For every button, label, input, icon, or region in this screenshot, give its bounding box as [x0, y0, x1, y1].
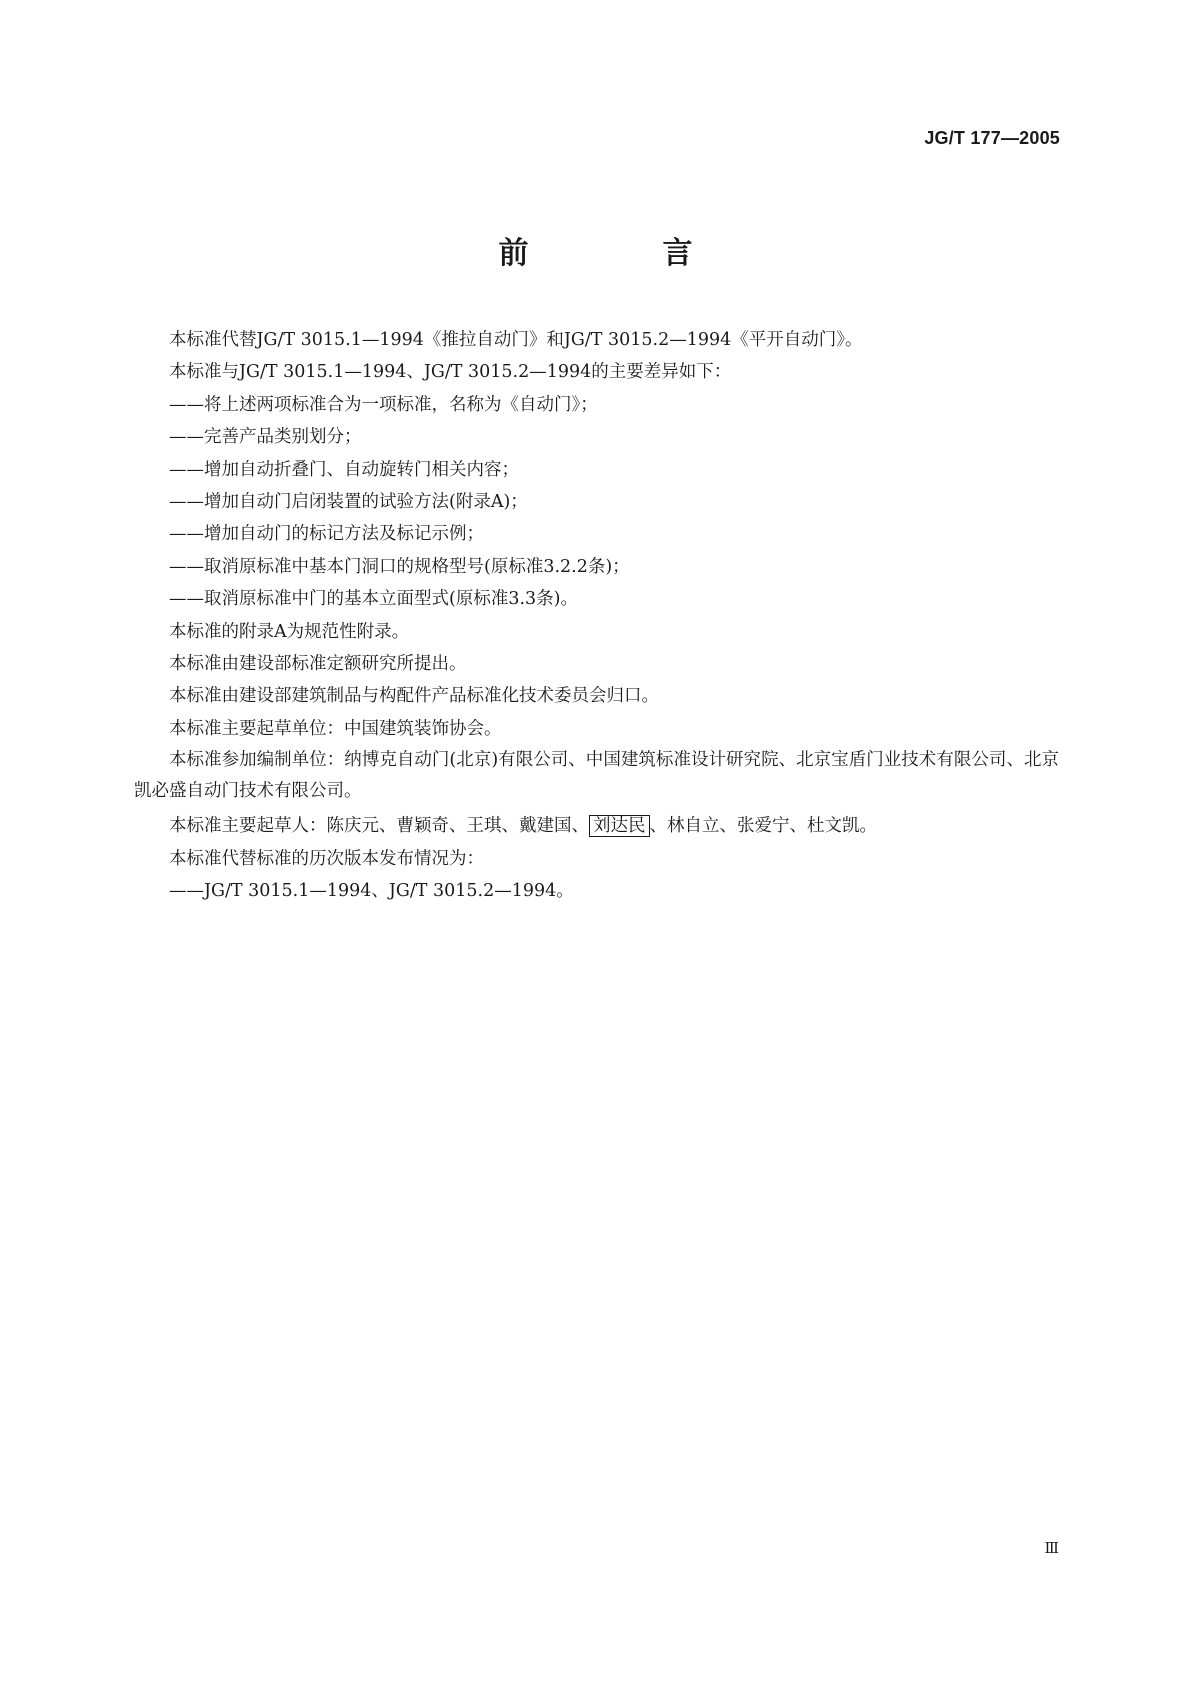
page-number: Ⅲ [1044, 1539, 1058, 1557]
paragraph-main-drafting-unit: 本标准主要起草单位：中国建筑装饰协会。 [169, 718, 502, 739]
difference-item: ——将上述两项标准合为一项标准，名称为《自动门》； [169, 394, 598, 415]
drafters-after: 、林自立、张爱宁、杜文凯。 [649, 816, 877, 837]
difference-item: ——取消原标准中基本门洞口的规格型号(原标准3.2.2条)； [169, 556, 630, 577]
difference-item: ——增加自动折叠门、自动旋转门相关内容； [169, 459, 519, 480]
standard-code: JG/T 177—2005 [924, 128, 1060, 148]
paragraph-differences-intro: 本标准与JG/T 3015.1—1994、JG/T 3015.2—1994的主要差异如下： [169, 362, 732, 383]
drafters-before: 本标准主要起草人：陈庆元、曹颖奇、王琪、戴建国、 [169, 816, 589, 837]
boxed-drafter-name: 刘达民 [589, 815, 650, 837]
paragraph-annex: 本标准的附录A为规范性附录。 [169, 621, 410, 642]
difference-item: ——增加自动门启闭装置的试验方法(附录A)； [169, 492, 528, 513]
paragraph-proposed-by: 本标准由建设部标准定额研究所提出。 [169, 654, 467, 675]
difference-item: ——取消原标准中门的基本立面型式(原标准3.3条)。 [169, 589, 578, 610]
paragraph-replaces: 本标准代替JG/T 3015.1—1994《推拉自动门》和JG/T 3015.2—1994《平开自动门》。 [169, 330, 863, 350]
foreword-body [134, 324, 1059, 908]
paragraph-participating-units: 本标准参加编制单位：纳博克自动门(北京)有限公司、中国建筑标准设计研究院、北京宝盾门业技术有限公司、北京凯必盛自动门技术有限公司。 [134, 750, 1059, 802]
paragraph-main-drafters [134, 810, 1059, 842]
paragraph-version-history: 本标准代替标准的历次版本发布情况为： [169, 848, 484, 869]
page-title: 前 言 [498, 236, 745, 271]
difference-item: ——完善产品类别划分； [169, 427, 362, 448]
paragraph-centralized-by: 本标准由建设部建筑制品与构配件产品标准化技术委员会归口。 [169, 686, 659, 707]
version-history-item: ——JG/T 3015.1—1994、JG/T 3015.2—1994。 [169, 881, 574, 902]
difference-item: ——增加自动门的标记方法及标记示例； [169, 524, 484, 545]
